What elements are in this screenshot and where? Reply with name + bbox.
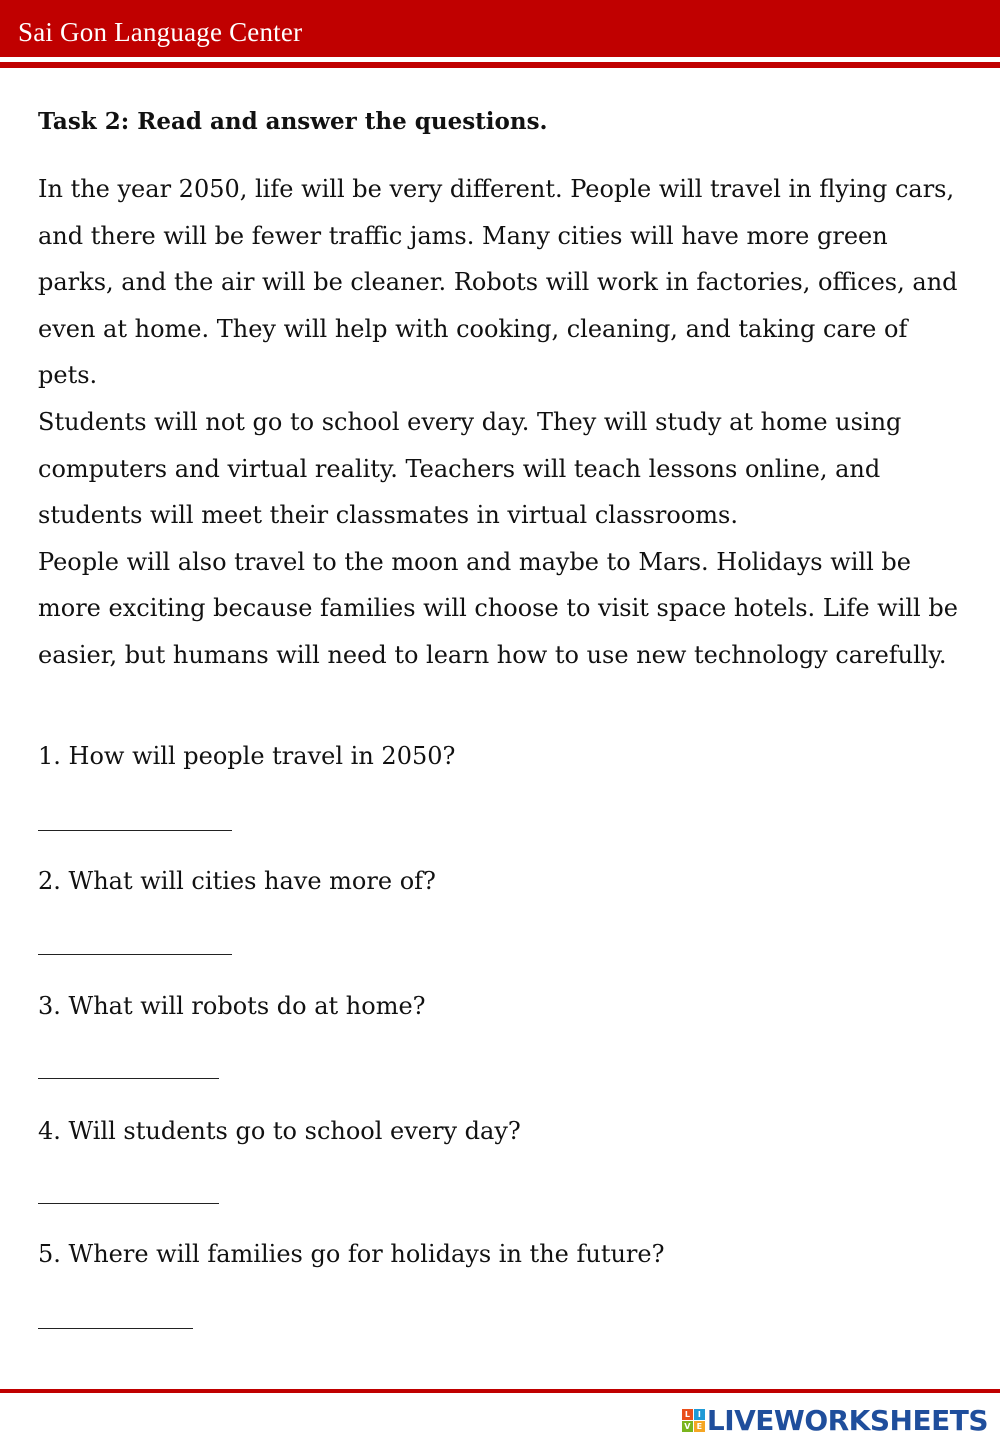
liveworksheets-logo bbox=[682, 1402, 988, 1438]
logo-wordmark: LIVEWORKSHEETS bbox=[706, 1403, 988, 1437]
answer-line-1[interactable] bbox=[38, 830, 232, 831]
passage-paragraph: In the year 2050, life will be very different. People will travel in flying cars, and there will be fewer traffic jams. Many cities will have more green parks, and the air will be cleaner. Robots will work in factories, offices, and even at home. They will help with cooking, cleaning, and taking care of pets. bbox=[38, 175, 958, 390]
question-2: 2. What will cities have more of? bbox=[38, 867, 436, 895]
passage-paragraph: Students will not go to school every day. They will study at home using computers and virtual reality. Teachers will teach lessons online, and students will meet their classmates in virtual classrooms. bbox=[38, 407, 902, 530]
answer-line-2[interactable] bbox=[38, 954, 232, 955]
reading-passage bbox=[38, 166, 958, 679]
task-title: Task 2: Read and answer the questions. bbox=[38, 108, 548, 135]
header-rule bbox=[0, 62, 1000, 68]
logo-letter: L bbox=[682, 1409, 693, 1420]
logo-letter: I bbox=[694, 1409, 705, 1420]
answer-line-4[interactable] bbox=[38, 1203, 219, 1204]
header-title: Sai Gon Language Center bbox=[18, 17, 303, 47]
question-5: 5. Where will families go for holidays in the future? bbox=[38, 1240, 665, 1268]
question-3: 3. What will robots do at home? bbox=[38, 992, 426, 1020]
answer-line-5[interactable] bbox=[38, 1328, 193, 1329]
passage-paragraph: People will also travel to the moon and maybe to Mars. Holidays will be more exciting because families will choose to visit space hotels. Life will be easier, but humans will need to learn how to use new technology carefully. bbox=[38, 547, 958, 669]
question-1: 1. How will people travel in 2050? bbox=[38, 742, 456, 770]
logo-mark-icon bbox=[682, 1409, 705, 1432]
logo-letter: E bbox=[694, 1421, 705, 1432]
question-4: 4. Will students go to school every day? bbox=[38, 1117, 521, 1145]
logo-letter: V bbox=[682, 1421, 693, 1432]
footer-rule bbox=[0, 1389, 1000, 1393]
answer-line-3[interactable] bbox=[38, 1078, 219, 1079]
